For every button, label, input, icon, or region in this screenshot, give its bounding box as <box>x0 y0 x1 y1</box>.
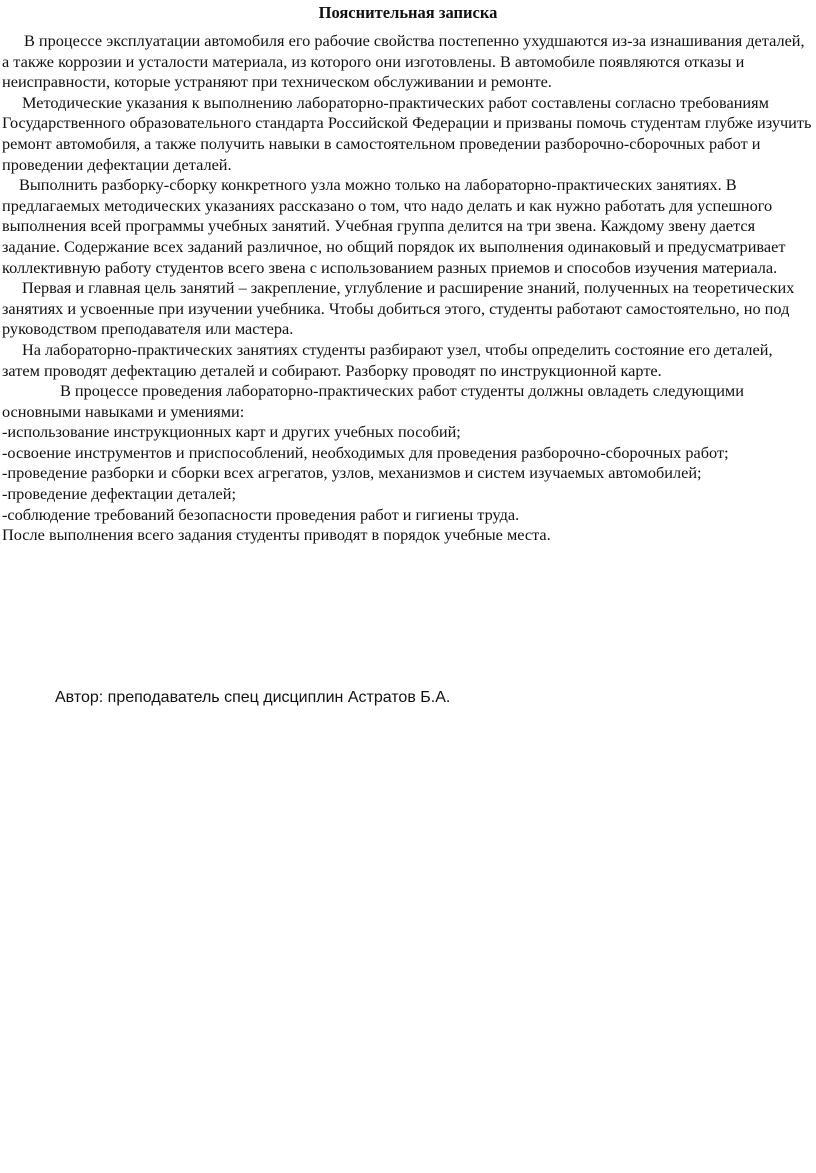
closing-paragraph: После выполнения всего задания студенты приводят в порядок учебные места. <box>2 525 551 545</box>
document-title: Пояснительная записка <box>318 3 498 22</box>
document-body <box>0 31 814 546</box>
list-item: -освоение инструментов и приспособлений, необходимых для проведения разборочно-сборочных работ; <box>2 442 729 462</box>
author-line: Автор: преподаватель спец дисциплин Астратов Б.А. <box>55 689 451 706</box>
paragraph-practical: На лабораторно-практических занятиях студенты разбирают узел, чтобы определить состояние его деталей, затем проводят дефектацию деталей и собирают. Разборку проводят по инструкционной карте. <box>2 339 773 380</box>
list-item: -проведение разборки и сборки всех агрегатов, узлов, механизмов и систем изучаемых автомобилей; <box>2 463 702 483</box>
paragraph-skills: В процессе проведения лабораторно-практических работ студенты должны овладеть следующими основными навыками и умениями: <box>2 381 744 421</box>
paragraph-goal: Первая и главная цель занятий – закрепление, углубление и расширение знаний, полученных на теоретических занятиях и усвоенные при изучении учебника. Чтобы добиться этого, студенты работают самостоятельно, но под руководством преподавателя или мастера. <box>2 278 795 339</box>
paragraph-assembly: Выполнить разборку-сборку конкретного узла можно только на лабораторно-практических занятиях. В предлагаемых методических указаниях рассказано о том, что надо делать и как нужно работать для успешного выполнения всей программы учебных занятий. Учебная группа делится на три звена. Каждому звену дается задание. Содержание всех заданий различное, но общий порядок их выполнения одинаковый и предусматривает коллективную работу студентов всего звена с использованием разных приемов и способов изучения материала. <box>2 175 786 277</box>
paragraph-wear: В процессе эксплуатации автомобиля его рабочие свойства постепенно ухудшаются из-за изнашивания деталей, а также коррозии и усталости материала, из которого они изготовлены. В автомобиле появляются отказы и неисправности, которые устраняют при техническом обслуживании и ремонте. <box>2 31 805 92</box>
list-item: -соблюдение требований безопасности проведения работ и гигиены труда. <box>2 504 520 524</box>
paragraph-guidelines: Методические указания к выполнению лабораторно-практических работ составлены согласно требованиям Государственного образовательного стандарта Российской Федерации и призваны помочь студентам глубже изучить ремонт автомобиля, а также получить навыки в самостоятельном проведении разборочно-сборочных работ и проведении дефектации деталей. <box>2 92 812 174</box>
list-item: -использование инструкционных карт и других учебных пособий; <box>2 422 461 442</box>
list-item: -проведение дефектации деталей; <box>2 484 236 504</box>
